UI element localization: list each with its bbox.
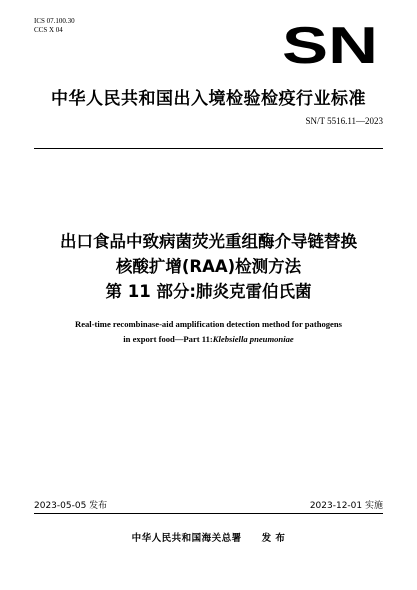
title-cn-line-3: 第 11 部分:肺炎克雷伯氏菌 — [105, 282, 312, 301]
standard-category: 中华人民共和国出入境检验检疫行业标准 — [51, 89, 366, 109]
svg-text:SN: SN — [282, 22, 378, 68]
title-cn-line-1: 出口食品中致病菌荧光重组酶介导链替换 — [60, 232, 357, 251]
footer-divider — [34, 513, 383, 514]
ics-code: ICS 07.100.30 — [34, 17, 75, 25]
standard-number: SN/T 5516.11—2023 — [305, 116, 383, 126]
sn-logo-icon — [280, 22, 380, 68]
ccs-code: CCS X 04 — [34, 26, 63, 34]
ics-codes — [34, 17, 75, 35]
issuing-authority: 中华人民共和国海关总署 发 布 — [131, 533, 286, 544]
title-en-line-2 — [0, 332, 417, 346]
title-en-species: Klebsiella pneumoniae — [212, 334, 294, 344]
title-en-line-1: Real-time recombinase-aid amplification detection method for pathogens — [74, 319, 342, 329]
header-divider — [34, 148, 383, 149]
issue-date: 2023-05-05 发布 — [34, 501, 108, 511]
title-cn-line-2: 核酸扩增(RAA)检测方法 — [115, 257, 302, 276]
implement-date: 2023-12-01 实施 — [309, 501, 383, 511]
title-en-prefix: in export food—Part 11: — [123, 334, 213, 344]
